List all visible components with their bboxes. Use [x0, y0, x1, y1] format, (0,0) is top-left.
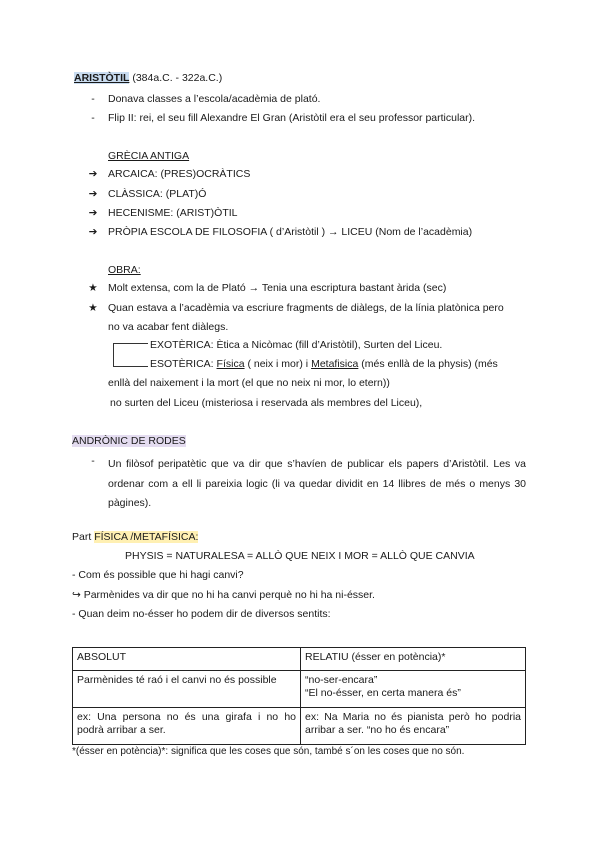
esoterica-mid: ( neix i mor) i [247, 358, 309, 370]
arrow-icon: ➔ [88, 207, 98, 219]
grecia-item-1: ARCAICA: (PRES)OCRÀTICS [108, 168, 251, 180]
aristotil-dates: (384a.C. - 322a.C.) [132, 72, 223, 84]
star-icon: ★ [88, 282, 98, 294]
grecia-item-4: PRÒPIA ESCOLA DE FILOSOFIA ( d’Aristòtil ) → LICEU (Nom de l’acadèmia) [108, 226, 473, 238]
branch-bracket [113, 343, 148, 367]
andronic-line-1: Un filòsof peripatètic que va dir que s’havíen de publicar els papers d’Aristòtil. Les va [108, 458, 526, 470]
dash-marker: - [91, 112, 95, 124]
table-cell: Parmènides té raó i el canvi no és possible [73, 671, 301, 708]
arrow-icon: ➔ [88, 188, 98, 200]
obra-title: OBRA: [108, 264, 141, 276]
part-colon: : [195, 531, 199, 543]
andronic-line-3: 30 pàgines). [108, 477, 526, 509]
part-line-3: - Quan deim no-ésser ho podem dir de diversos sentits: [72, 608, 331, 620]
esoterica-label: ESOTÈRICA: [150, 358, 214, 370]
absolut-relatiu-table [72, 647, 526, 745]
table-footnote: *(ésser en potència)*: significa que les coses que són, també s´on les coses que no són. [72, 746, 465, 757]
grecia-item-2: CLÀSSICA: (PLAT)Ó [108, 188, 207, 200]
part-line-1: - Com és possible que hi hagi canvi? [72, 569, 244, 581]
dash-marker: - [91, 93, 95, 105]
esoterica-post: (més enllà de la physis) (més [361, 358, 498, 370]
dash-marker: - [91, 455, 95, 467]
table-header-row [73, 648, 526, 671]
part-title-text: FÍSICA /METAFÍSICA [94, 531, 196, 543]
part-heading [72, 531, 198, 543]
header-relatiu: RELATIU (ésser en potència)* [301, 648, 526, 671]
obra-star-2-line1: Quan estava a l’acadèmia va escriure fragments de diàlegs, de la línia platònica pero [108, 302, 504, 314]
table-row [73, 708, 526, 745]
header-absolut: ABSOLUT [73, 648, 301, 671]
part-prefix: Part [72, 531, 92, 543]
fisica-term: Física [216, 358, 245, 370]
table-cell: ex: Una persona no és una girafa i no ho podrà arribar a ser. [73, 708, 301, 745]
arrow-icon: ➔ [88, 168, 98, 180]
andronic-text [108, 455, 526, 514]
part-title [94, 531, 198, 543]
grecia-item-3: HECENISME: (ARIST)ÒTIL [108, 207, 238, 219]
esoterica-line-3: no surten del Liceu (misteriosa i reservada als membres del Liceu), [110, 397, 423, 409]
metafisica-term: Metafisica [311, 358, 359, 370]
andronic-title: ANDRÒNIC DE RODES [72, 435, 186, 447]
star-icon: ★ [88, 302, 98, 314]
aristotil-bullet-2: Flip II: rei, el seu fill Alexandre El Gran (Aristòtil era el seu professor particular). [108, 112, 476, 124]
physis-definition: PHYSIS = NATURALESA = ALLÒ QUE NEIX I MOR = ALLÒ QUE CANVIA [125, 550, 475, 562]
table-cell [301, 671, 526, 708]
arrow-icon: ➔ [88, 226, 98, 238]
table-row [73, 671, 526, 708]
grecia-title: GRÈCIA ANTIGA [108, 150, 190, 162]
exoterica-line: EXOTÈRICA: Ètica a Nicòmac (fill d’Aristòtil), Surten del Liceu. [150, 339, 443, 351]
cell-line: “no-ser-encara” [305, 674, 378, 686]
aristotil-bullet-1: Donava classes a l’escola/acadèmia de plató. [108, 93, 321, 105]
cell-line: “El no-ésser, en certa manera és” [305, 687, 461, 699]
esoterica-line [150, 358, 498, 370]
table-cell: ex: Na Maria no és pianista però ho podria arribar a ser. “no ho és encara” [301, 708, 526, 745]
aristotil-name: ARISTÒTIL [74, 72, 130, 84]
esoterica-line-2: enllà del naixement i la mort (el que no neix ni mor, lo etern)) [108, 377, 390, 389]
obra-star-2-line2: no va acabar fent diàlegs. [108, 321, 229, 333]
obra-star-1: Molt extensa, com la de Plató → Tenia una escriptura bastant àrida (sec) [108, 282, 447, 294]
part-line-2: ↪ Parmènides va dir que no hi ha canvi perquè no hi ha ni-ésser. [72, 589, 375, 601]
aristotil-heading [74, 72, 222, 84]
andronic-line-2: ordenar com a ell li pareixia logic (li va quedar dividit en 14 llibres de més o menys [108, 477, 511, 490]
